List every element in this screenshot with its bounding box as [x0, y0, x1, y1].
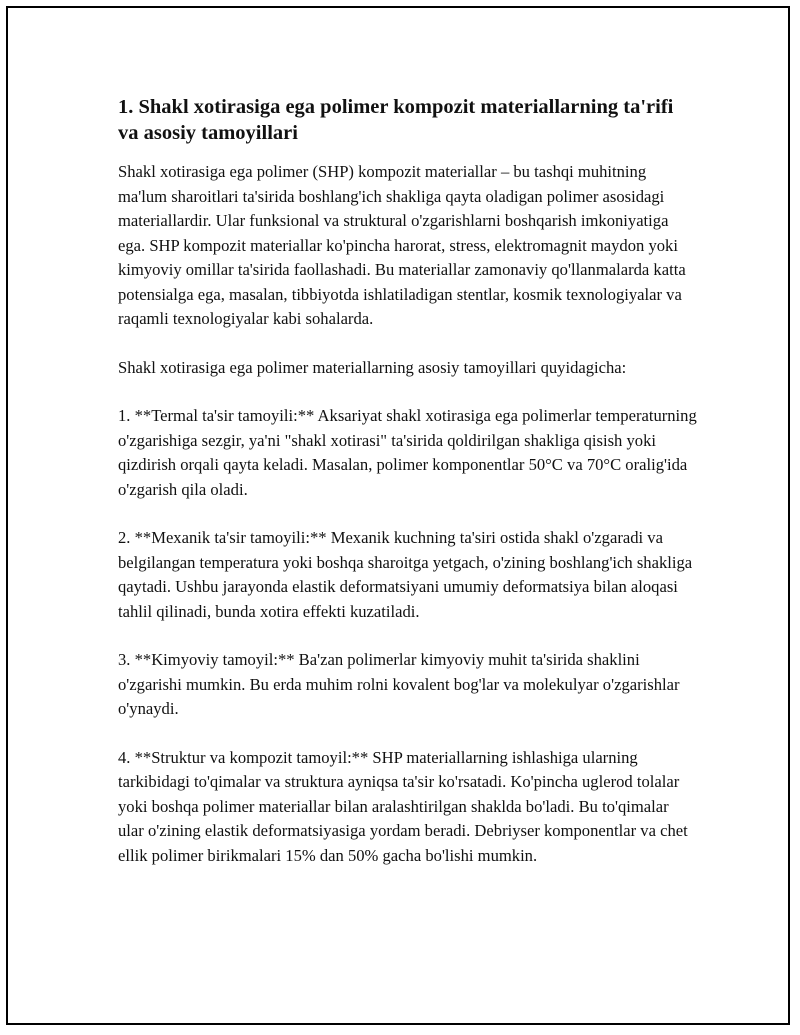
paragraph-intro: Shakl xotirasiga ega polimer (SHP) kompozit materiallar – bu tashqi muhitning ma'lum sharoitlari ta'sirida boshlang'ich shakliga qayta oladigan polimer asosidagi materiallardir. Ular funksional va struktural o'zgarishlarni boshqarish imkoniyatiga ega. SHP kompozit materiallar ko'pincha harorat, stress, elektromagnit maydon yoki kimyoviy omillar ta'sirida faollashadi. Bu materiallar zamonaviy qo'llanmalarda katta potensialga ega, masalan, tibbiyotda ishlatiladigan stentlar, kosmik texnologiyalar va raqamli texnologiyalar kabi sohalarda.	[118, 162, 686, 328]
paragraph-principles-lead: Shakl xotirasiga ega polimer materiallarning asosiy tamoyillari quyidagicha:	[118, 357, 627, 377]
paragraph-principle-structural: 4. **Struktur va kompozit tamoyil:** SHP materiallarning ishlashiga ularning tarkibidagi to'qimalar va struktura ayniqsa ta'sir ko'rsatadi. Ko'pincha uglerod tolalar yoki boshqa polimer materiallar bilan aralashtirilgan shaklda bo'ladi. Bu to'qimalar ular o'zining elastik deformatsiyasiga yordam beradi. Debriyser komponentlar va chet ellik polimer birikmalari 15% dan 50% gacha bo'lishi mumkin.	[118, 747, 688, 865]
paragraph-principle-thermal: 1. **Termal ta'sir tamoyili:** Aksariyat shakl xotirasiga ega polimerlar temperaturning o'zgarishiga sezgir, ya'ni "shakl xotirasi" ta'sirida qoldirilgan shakliga qisish yoki qizdirish orqali qayta keladi. Masalan, polimer komponentlar 50°C va 70°C oralig'ida o'zgarish qila oladi.	[118, 406, 697, 499]
paragraph-principle-chemical: 3. **Kimyoviy tamoyil:** Ba'zan polimerlar kimyoviy muhit ta'sirida shaklini o'zgarishi mumkin. Bu erda muhim rolni kovalent bog'lar va molekulyar o'zgarishlar o'ynaydi.	[118, 650, 680, 718]
document-title: 1. Shakl xotirasiga ega polimer kompozit materiallarning ta'rifi va asosiy tamoyillari	[118, 96, 674, 144]
document-body	[118, 94, 698, 892]
paragraph-principle-mechanical: 2. **Mexanik ta'sir tamoyili:** Mexanik kuchning ta'siri ostida shakl o'zgaradi va belgilangan temperatura yoki boshqa sharoitga yetgach, o'zining boshlang'ich shakliga qaytadi. Ushbu jarayonda elastik deformatsiyani umumiy deformatsiya bilan aloqasi tahlil qilinadi, bunda xotira effekti kuzatiladi.	[118, 528, 693, 621]
